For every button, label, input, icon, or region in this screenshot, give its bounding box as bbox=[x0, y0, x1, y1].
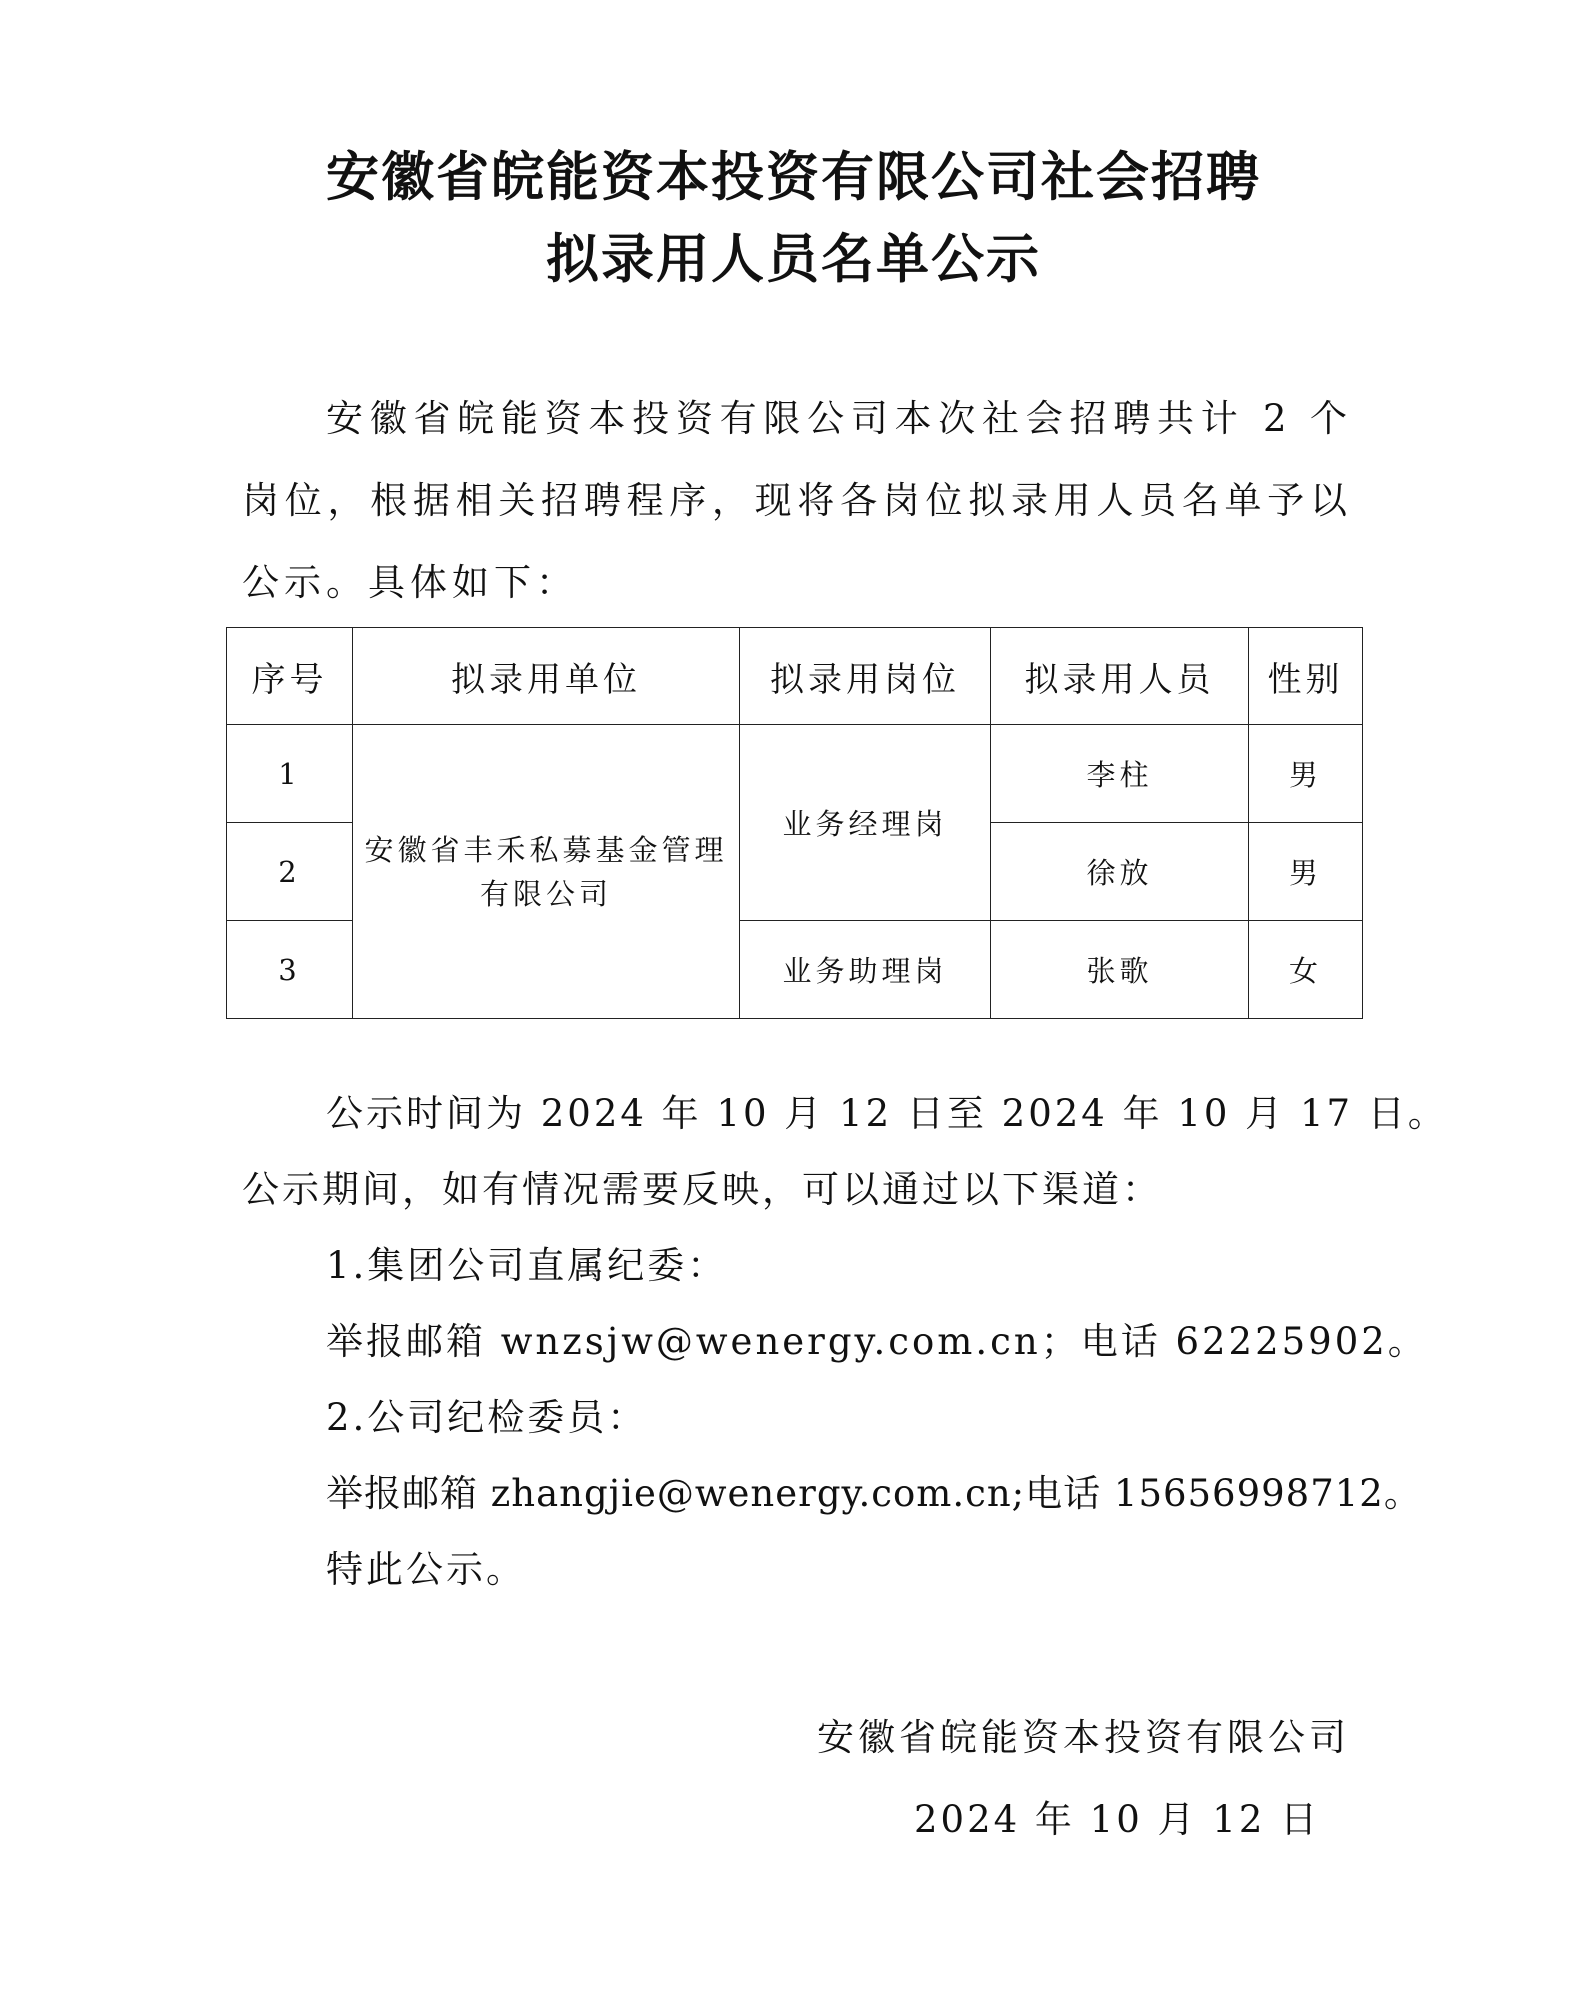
cell-no: 3 bbox=[227, 921, 353, 1019]
cell-name: 徐放 bbox=[991, 823, 1249, 921]
title-line-2: 拟录用人员名单公示 bbox=[546, 229, 1041, 290]
channel-1-contact: 举报邮箱 wnzsjw@wenergy.com.cn；电话 62225902。 bbox=[326, 1320, 1428, 1363]
notice-time: 公示时间为 2024 年 10 月 12 日至 2024 年 10 月 17 日。 bbox=[326, 1092, 1448, 1135]
channel-2-title: 2.公司纪检委员： bbox=[326, 1396, 648, 1439]
closing-text: 特此公示。 bbox=[326, 1548, 526, 1591]
intro-paragraph: 安徽省皖能资本投资有限公司本次社会招聘共计 2 个岗位，根据相关招聘程序，现将各岗位拟录用人员名单予以公示。具体如下： bbox=[242, 397, 1352, 604]
cell-name: 张歌 bbox=[991, 921, 1249, 1019]
header-name: 拟录用人员 bbox=[991, 628, 1249, 725]
cell-position: 业务助理岗 bbox=[740, 921, 991, 1019]
notice-period: 公示期间，如有情况需要反映，可以通过以下渠道： bbox=[242, 1168, 1162, 1211]
header-gender: 性别 bbox=[1249, 628, 1363, 725]
signature-date: 2024 年 10 月 12 日 bbox=[914, 1798, 1321, 1841]
title-line-1: 安徽省皖能资本投资有限公司社会招聘 bbox=[326, 147, 1261, 208]
cell-no: 1 bbox=[227, 725, 353, 823]
header-no: 序号 bbox=[227, 628, 353, 725]
table-row bbox=[227, 725, 1363, 823]
cell-gender: 女 bbox=[1249, 921, 1363, 1019]
signature-organization: 安徽省皖能资本投资有限公司 bbox=[817, 1716, 1350, 1759]
header-unit: 拟录用单位 bbox=[353, 628, 740, 725]
cell-unit: 安徽省丰禾私募基金管理有限公司 bbox=[353, 725, 740, 1019]
cell-gender: 男 bbox=[1249, 823, 1363, 921]
cell-name: 李柱 bbox=[991, 725, 1249, 823]
channel-1-title: 1.集团公司直属纪委： bbox=[326, 1244, 728, 1287]
cell-gender: 男 bbox=[1249, 725, 1363, 823]
cell-no: 2 bbox=[227, 823, 353, 921]
channel-2-contact: 举报邮箱 zhangjie@wenergy.com.cn;电话 15656998712。 bbox=[326, 1472, 1422, 1515]
cell-position: 业务经理岗 bbox=[740, 725, 991, 921]
table-header-row bbox=[227, 628, 1363, 725]
candidate-table bbox=[226, 627, 1363, 1019]
header-position: 拟录用岗位 bbox=[740, 628, 991, 725]
